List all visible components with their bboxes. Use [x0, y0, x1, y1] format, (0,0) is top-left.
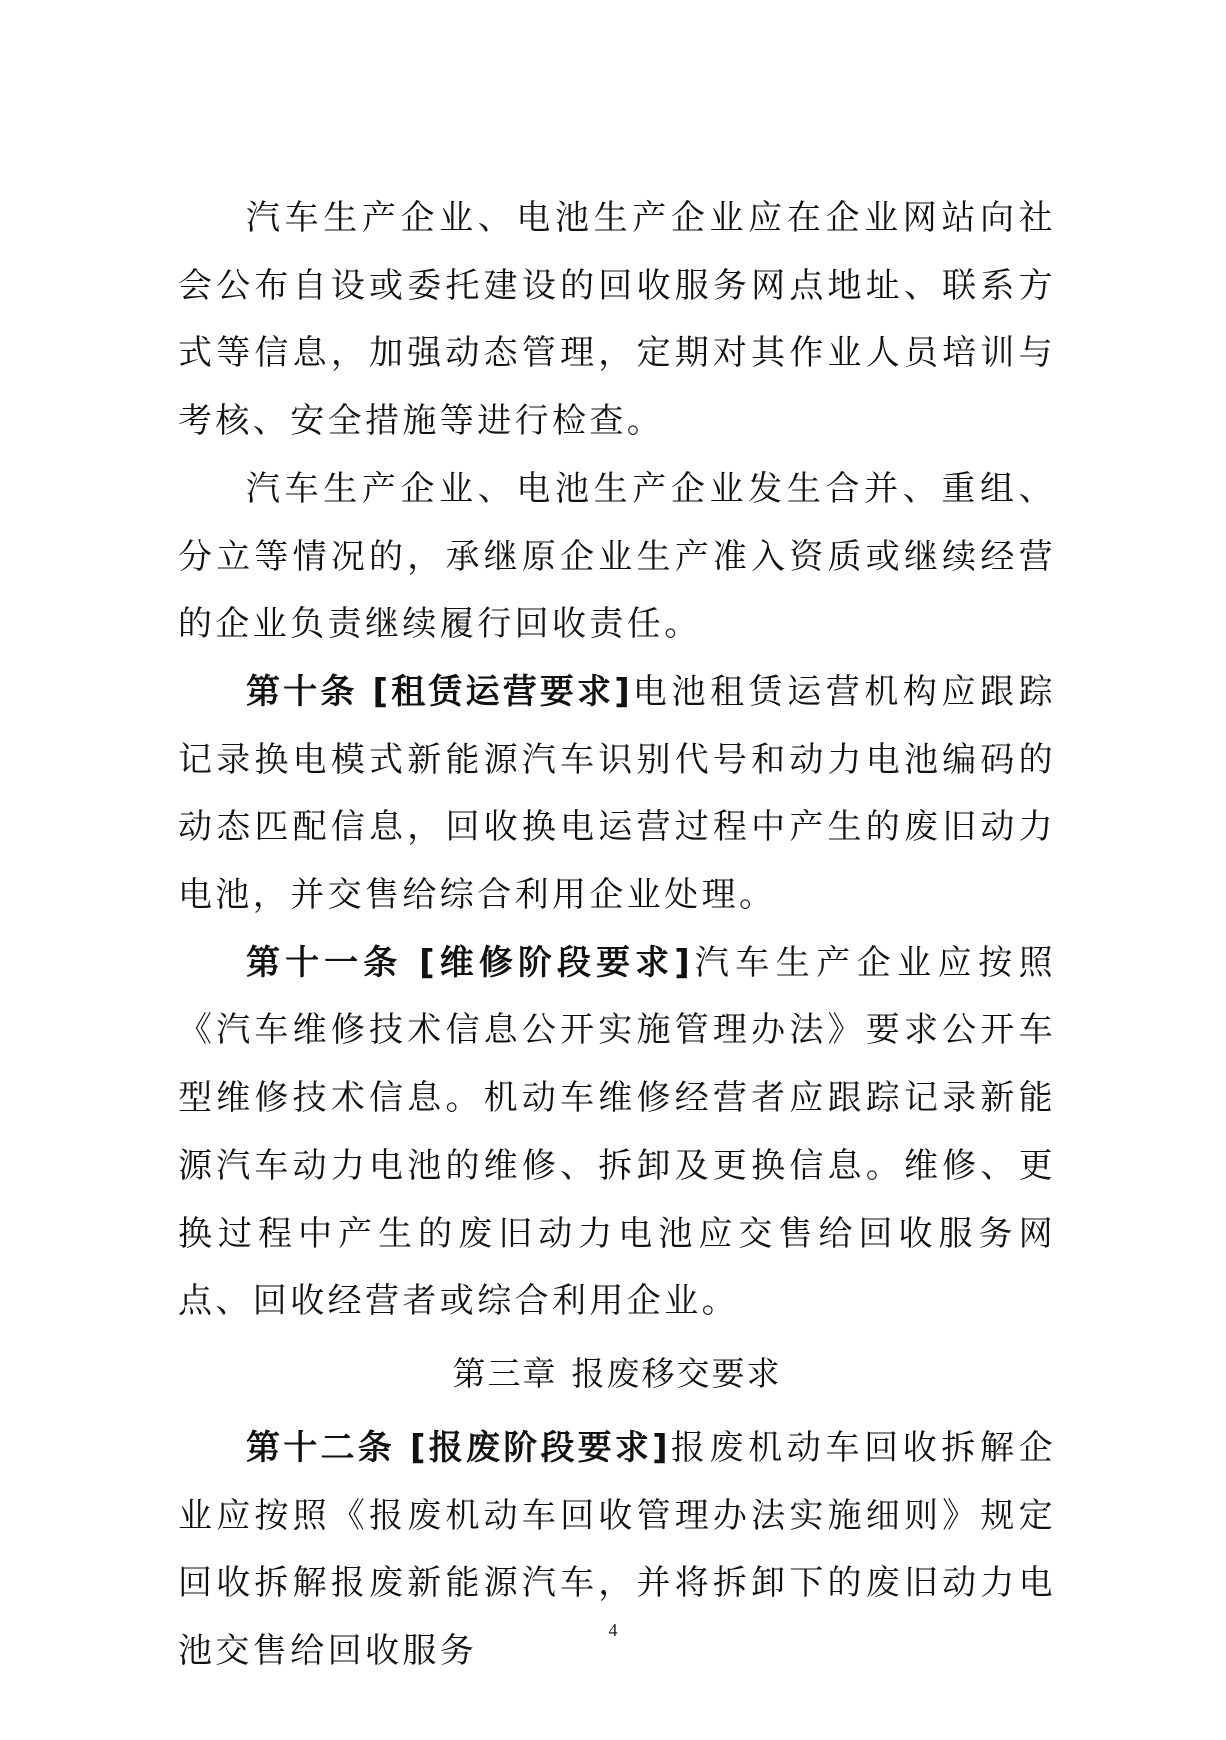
paragraph-text: 汽车生产企业、电池生产企业发生合并、重组、分立等情况的，承继原企业生产准入资质或继续经营的企业负责继续履行回收责任。	[178, 468, 1056, 645]
article-12	[178, 1415, 1056, 1686]
article-11	[178, 930, 1056, 1336]
paragraph-merger	[178, 456, 1056, 659]
article-10	[178, 659, 1056, 930]
article-heading: 第十条 [租赁运营要求]	[246, 671, 632, 712]
page-number: 4	[608, 1620, 618, 1640]
paragraph-service-outlets	[178, 185, 1056, 456]
chapter-title: 报废移交要求	[571, 1353, 782, 1393]
chapter-number: 第三章	[452, 1353, 558, 1393]
page-body	[178, 185, 1056, 1686]
chapter-heading	[178, 1340, 1056, 1407]
article-heading: 第十一条 [维修阶段要求]	[246, 942, 692, 983]
article-text: 电池租赁运营机构应跟踪记录换电模式新能源汽车识别代号和动力电池编码的动态匹配信息，回收换电运营过程中产生的废旧动力电池，并交售给综合利用企业处理。	[178, 671, 1057, 916]
article-text: 报废机动车回收拆解企业应按照《报废机动车回收管理办法实施细则》规定回收拆解报废新能源汽车，并将拆卸下的废旧动力电池交售给回收服务	[178, 1427, 1056, 1672]
paragraph-text: 汽车生产企业、电池生产企业应在企业网站向社会公布自设或委托建设的回收服务网点地址、联系方式等信息，加强动态管理，定期对其作业人员培训与考核、安全措施等进行检查。	[178, 198, 1056, 442]
article-text: 汽车生产企业应按照《汽车维修技术信息公开实施管理办法》要求公开车型维修技术信息。机动车维修经营者应跟踪记录新能源汽车动力电池的维修、拆卸及更换信息。维修、更换过程中产生的废旧动力电池应交售给回收服务网点、回收经营者或综合利用企业。	[178, 942, 1056, 1322]
article-heading: 第十二条 [报废阶段要求]	[246, 1427, 670, 1468]
